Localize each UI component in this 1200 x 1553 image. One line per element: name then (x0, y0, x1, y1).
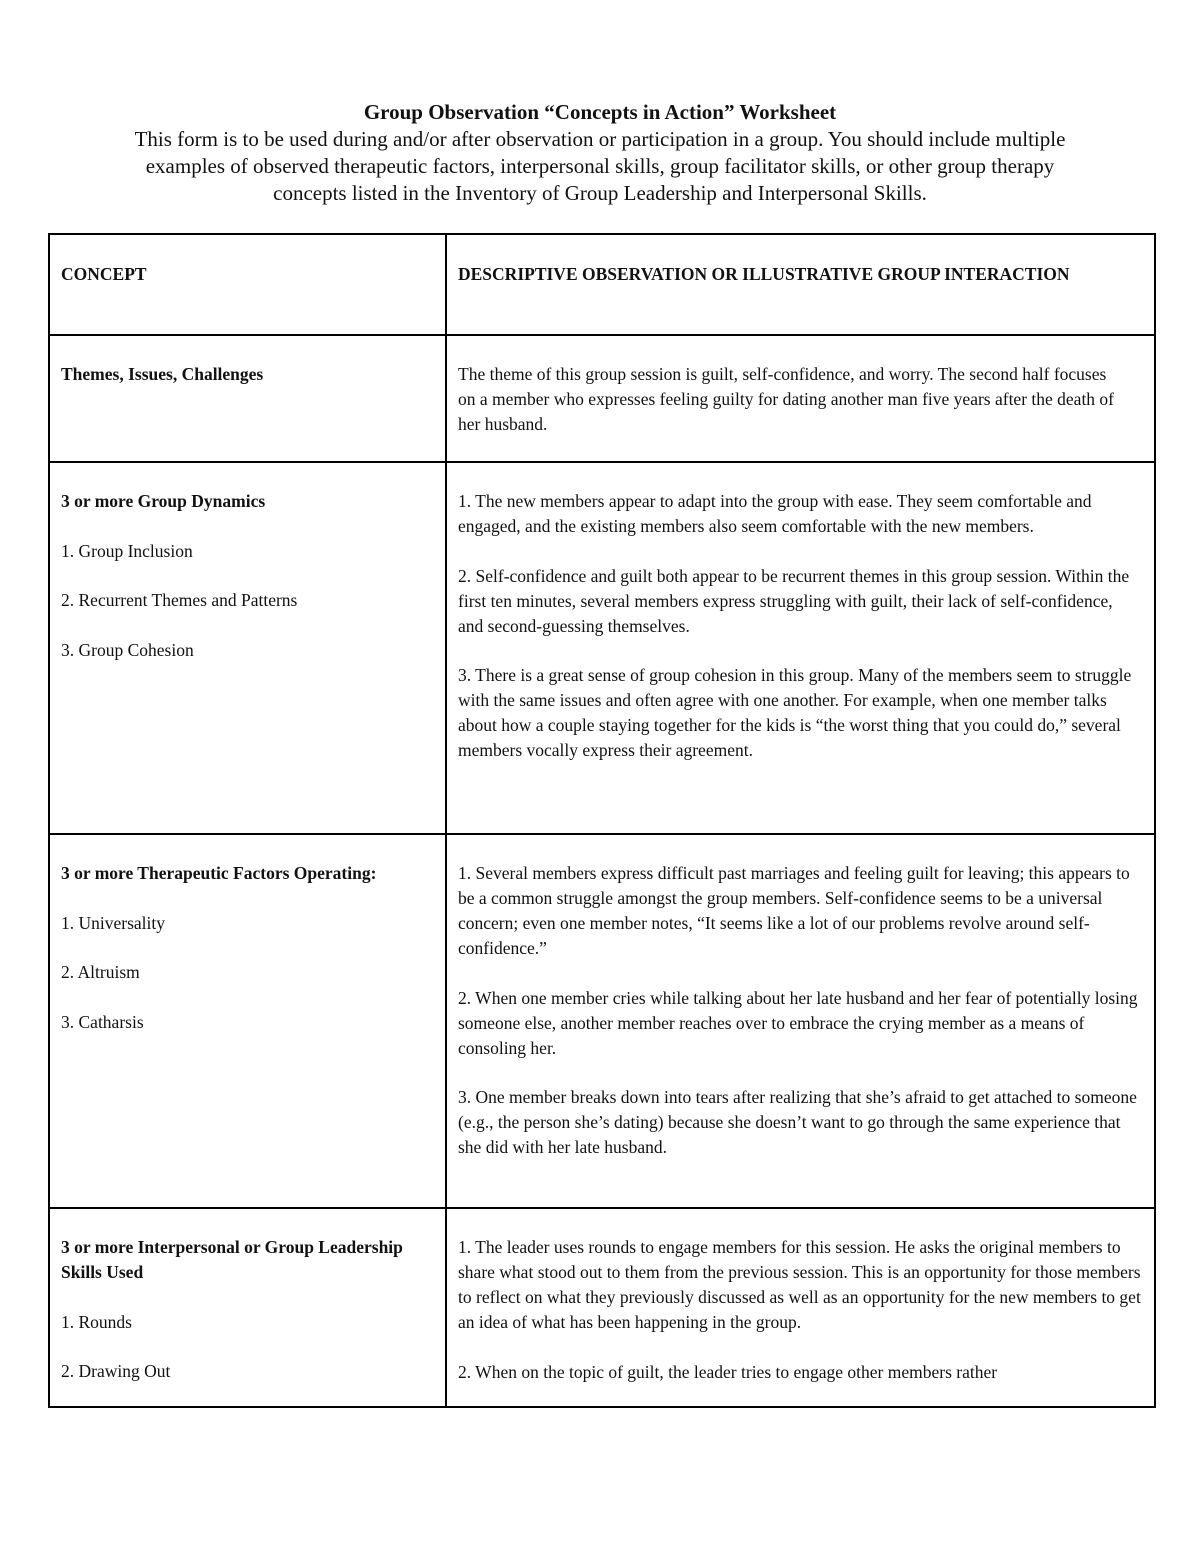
observation-text: 1. The new members appear to adapt into the group with ease. They seem comfortable and engaged, and the existing members also seem comfortable with the new members. (458, 491, 1092, 536)
observation-text: 1. Several members express difficult past marriages and feeling guilt for leaving; this appears to be a common struggle amongst the group members. Self-confidence seems to be a universal concern; even one member notes, “It seems like a lot of our problems revolve around self-confidence.” (458, 863, 1130, 958)
concept-title: 3 or more Group Dynamics (61, 491, 266, 511)
intro-line: This form is to be used during and/or after observation or participation in a group. You should include multiple (134, 127, 1066, 151)
observation-header-cell (446, 234, 1155, 335)
table-row (49, 335, 1155, 462)
intro-line: examples of observed therapeutic factors, interpersonal skills, group facilitator skills, or other group therapy (145, 154, 1055, 178)
concept-cell (49, 335, 446, 462)
concept-header: CONCEPT (61, 264, 147, 284)
observation-cell (446, 462, 1155, 834)
observation-text: 2. When one member cries while talking about her late husband and her fear of potentially losing someone else, another member reaches over to embrace the crying member as a means of consoling her. (458, 987, 1138, 1058)
observation-text: 1. The leader uses rounds to engage members for this session. He asks the original members to share what stood out to them from the previous session. This is an opportunity for those members to reflect on what they previously discussed as well as an opportunity for the new members to get an idea of what has been happening in the group. (458, 1237, 1141, 1332)
observation-cell (446, 335, 1155, 462)
observation-header: DESCRIPTIVE OBSERVATION OR ILLUSTRATIVE GROUP INTERACTION (458, 264, 1070, 284)
observation-text: 3. One member breaks down into tears after realizing that she’s afraid to get attached to someone (e.g., the person she’s dating) because she doesn’t want to go through the same experience that she did with her late husband. (458, 1087, 1137, 1157)
concept-cell (49, 834, 446, 1208)
concept-item: 3. Catharsis (61, 1011, 144, 1032)
concept-item: 1. Group Inclusion (61, 540, 193, 561)
observation-cell (446, 834, 1155, 1208)
concept-title: 3 or more Interpersonal or Group Leadership Skills Used (61, 1237, 403, 1282)
concept-item: 2. Altruism (61, 962, 140, 982)
document-header (60, 99, 1140, 207)
concept-item: 1. Rounds (61, 1311, 132, 1332)
observation-cell (446, 1208, 1155, 1407)
observation-text: 2. Self-confidence and guilt both appear to be recurrent themes in this group session. Within the first ten minutes, several members express struggling with guilt, their lack of self-confidence, and second-guessing themselves. (458, 565, 1130, 636)
concept-cell (49, 1208, 446, 1407)
concept-cell (49, 462, 446, 834)
concept-item: 1. Universality (61, 912, 166, 933)
table-row (49, 1208, 1155, 1407)
intro-line: concepts listed in the Inventory of Group Leadership and Interpersonal Skills. (273, 181, 927, 205)
observation-text: 2. When on the topic of guilt, the leader tries to engage other members rather (458, 1361, 998, 1382)
concept-item: 2. Recurrent Themes and Patterns (61, 590, 298, 610)
observation-text: 3. There is a great sense of group cohesion in this group. Many of the members seem to struggle with the same issues and often agree with one another. For example, when one member talks about how a couple staying together for the kids is “the worst thing that you could do,” several members vocally express their agreement. (458, 665, 1132, 760)
concept-item: 2. Drawing Out (61, 1361, 171, 1381)
table-header-row (49, 234, 1155, 335)
concept-header-cell (49, 234, 446, 335)
concept-title: Themes, Issues, Challenges (61, 364, 264, 384)
concept-title: 3 or more Therapeutic Factors Operating: (61, 863, 377, 883)
document-intro (60, 126, 1140, 207)
observation-text: The theme of this group session is guilt, self-confidence, and worry. The second half focuses on a member who expresses feeling guilty for dating another man five years after the death of her husband. (458, 364, 1115, 434)
table-row (49, 834, 1155, 1208)
concepts-table (48, 233, 1156, 1408)
table-row (49, 462, 1155, 834)
document-title: Group Observation “Concepts in Action” Worksheet (363, 100, 837, 124)
concept-item: 3. Group Cohesion (61, 639, 194, 660)
